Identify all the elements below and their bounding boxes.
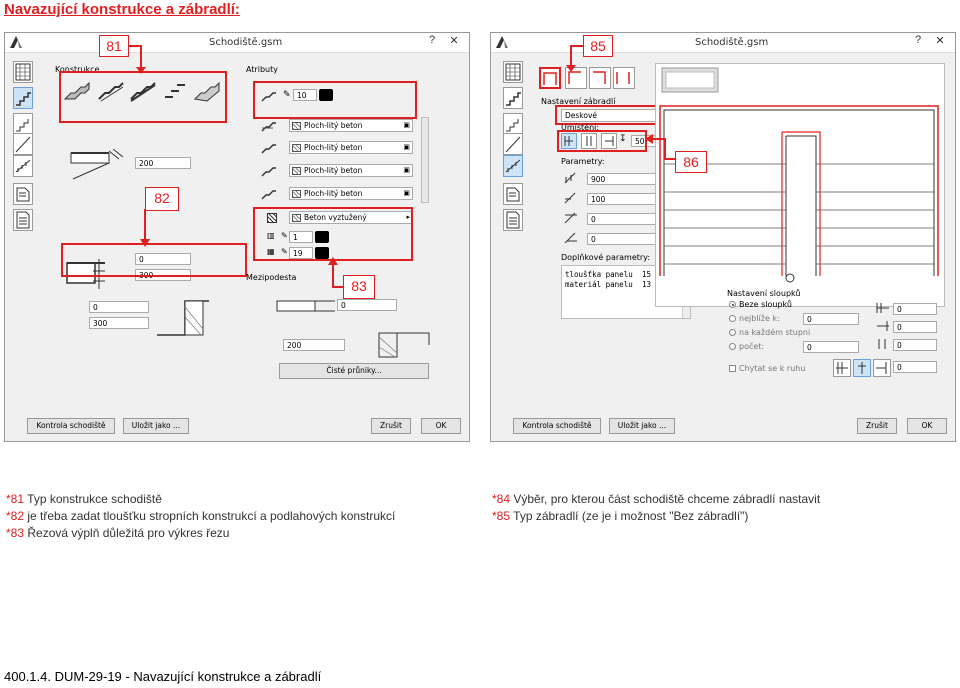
save-as-button[interactable]: Uložit jako ... xyxy=(609,418,675,434)
callout-82: 82 xyxy=(145,187,179,211)
cancel-button[interactable]: Zrušit xyxy=(371,418,411,434)
material-3-select[interactable]: Ploch-litý beton ▣ xyxy=(289,164,413,177)
highlight-81 xyxy=(59,71,227,123)
end-extension-field[interactable]: 0 xyxy=(587,233,691,245)
highlight-83 xyxy=(253,207,413,261)
nearest-radio[interactable] xyxy=(729,315,736,322)
right-dialog-window xyxy=(490,32,956,442)
sidebar-structure-icon[interactable] xyxy=(503,87,523,109)
post-offset-2-field[interactable]: 0 xyxy=(893,321,937,333)
check-stair-button[interactable]: Kontrola schodiště xyxy=(513,418,601,434)
material-4-icon xyxy=(261,187,277,201)
post-settings-label: Nastavení sloupků xyxy=(727,289,801,298)
post-offset-4-field[interactable]: 0 xyxy=(893,361,937,373)
bottom-gap-icon xyxy=(563,191,579,205)
caption-85: *85 Typ zábradlí (ze je i možnost "Bez zábradlí") xyxy=(492,509,749,523)
param-value: 15 xyxy=(642,270,652,279)
plan-preview xyxy=(655,63,945,307)
material-2-select[interactable]: Ploch-litý beton ▣ xyxy=(289,141,413,154)
param-row[interactable]: materiál panelu xyxy=(565,280,633,289)
snap-checkbox[interactable] xyxy=(729,365,736,372)
close-button[interactable]: ✕ xyxy=(449,35,459,47)
ok-button[interactable]: OK xyxy=(907,418,947,434)
railing-height-field[interactable]: 900 xyxy=(587,173,691,185)
start-extension-field[interactable]: 0 xyxy=(587,213,691,225)
pen-number-field[interactable]: 10 xyxy=(293,89,317,101)
pen-1-field[interactable]: 1 xyxy=(289,231,313,243)
callout-81: 81 xyxy=(99,35,129,57)
post-offset-3-icon xyxy=(875,337,891,351)
material-1-icon xyxy=(261,119,277,133)
close-button[interactable]: ✕ xyxy=(935,35,945,47)
highlight-82 xyxy=(61,243,247,277)
pen-1-icon: ▥ xyxy=(267,231,275,240)
sidebar-section-icon[interactable] xyxy=(13,183,33,205)
callout-85: 85 xyxy=(583,35,613,57)
right-window-title: Schodiště.gsm xyxy=(695,37,769,48)
railing-settings-label: Nastavení zábradlí xyxy=(541,97,616,106)
page-footer: 400.1.4. DUM-29-19 - Navazující konstrukce a zábradlí xyxy=(4,669,322,684)
callout-83: 83 xyxy=(343,275,375,299)
caption-83: *83 Řezová výplň důležitá pro výkres řezu xyxy=(6,526,230,540)
railing-part-3-button[interactable] xyxy=(589,67,611,89)
caption-82: *82 je třeba zadat tloušťku stropních konstrukcí a podlahových konstrukcí xyxy=(6,509,396,523)
offset-field[interactable]: 50 xyxy=(631,135,693,147)
bottom-gap-field[interactable]: 100 xyxy=(587,193,691,205)
every-step-label: na každém stupni xyxy=(739,328,811,337)
sidebar-structure-icon[interactable] xyxy=(13,87,33,109)
document-title: Navazující konstrukce a zábradlí: xyxy=(4,1,240,18)
material-4-select[interactable]: Ploch-litý beton ▣ xyxy=(289,187,413,200)
post-offset-2-icon xyxy=(875,319,891,333)
post-align-3-button[interactable] xyxy=(873,359,891,377)
post-offset-1-field[interactable]: 0 xyxy=(893,303,937,315)
nearest-label: nejblíže k: xyxy=(739,314,780,323)
sidebar-steps-icon[interactable] xyxy=(13,113,33,135)
bottom-top-field[interactable]: 0 xyxy=(89,301,149,313)
placement-label: Umístění: xyxy=(561,123,600,132)
mid-landing-bottom-drawing xyxy=(375,325,431,365)
parameters-label: Parametry: xyxy=(561,157,605,166)
clean-intersections-button[interactable]: Čisté průniky... xyxy=(279,363,429,379)
pen-1b-icon: ✎ xyxy=(281,231,288,240)
caption-84: *84 Výběr, pro kterou část schodiště chceme zábradlí nastavit xyxy=(492,492,821,506)
offset-icon: ↧ xyxy=(619,133,627,143)
sidebar-preview-icon[interactable] xyxy=(13,61,33,83)
sidebar-preview-icon[interactable] xyxy=(503,61,523,83)
bottom-thickness-field[interactable]: 300 xyxy=(89,317,149,329)
mid-landing-drawing xyxy=(275,293,339,337)
sidebar-railing-icon[interactable] xyxy=(13,155,33,177)
count-radio[interactable] xyxy=(729,343,736,350)
pen-2-icon: ▦ xyxy=(267,247,275,256)
post-align-1-button[interactable] xyxy=(833,359,851,377)
landing-top-field[interactable]: 0 xyxy=(135,253,191,265)
railing-part-4-button[interactable] xyxy=(613,67,635,89)
highlight-84-left xyxy=(253,81,417,119)
sidebar-section-icon[interactable] xyxy=(503,183,523,205)
count-label: počet: xyxy=(739,342,765,351)
nearest-field[interactable]: 0 xyxy=(803,313,859,325)
mid-landing-thickness-field[interactable]: 200 xyxy=(283,339,345,351)
material-2-icon xyxy=(261,141,277,155)
param-value: 13 xyxy=(642,280,652,289)
check-stair-button[interactable]: Kontrola schodiště xyxy=(27,418,115,434)
highlight-86-left xyxy=(557,130,647,152)
arrow-85 xyxy=(559,39,585,73)
arrow-83 xyxy=(323,257,347,291)
material-3-icon xyxy=(261,164,277,178)
post-offset-1-icon xyxy=(875,301,891,315)
floor-section-drawing xyxy=(69,149,129,189)
sidebar-document-icon[interactable] xyxy=(503,209,523,231)
sidebar-line-icon[interactable] xyxy=(503,133,523,155)
sidebar-railing-icon[interactable] xyxy=(503,155,523,177)
height-icon xyxy=(563,171,579,185)
archicad-logo-icon xyxy=(495,35,509,49)
additional-params-label: Doplňkové parametry: xyxy=(561,253,651,262)
railing-type-select[interactable]: Deskové xyxy=(561,109,691,122)
stair-plan-drawing xyxy=(656,64,944,306)
cancel-button[interactable]: Zrušit xyxy=(857,418,897,434)
floor-thickness-field[interactable]: 200 xyxy=(135,157,191,169)
callout-86: 86 xyxy=(675,151,707,173)
sidebar-steps-icon[interactable] xyxy=(503,113,523,135)
start-extension-icon xyxy=(563,211,579,225)
landing-thickness-field[interactable]: 300 xyxy=(135,269,191,281)
arrow-81 xyxy=(129,39,153,75)
every-step-radio[interactable] xyxy=(729,329,736,336)
material-1-select[interactable]: Ploch-litý beton ▣ xyxy=(289,119,413,132)
no-posts-label: Beze sloupků xyxy=(739,300,792,309)
save-as-button[interactable]: Uložit jako ... xyxy=(123,418,189,434)
param-row[interactable]: tloušťka panelu xyxy=(565,270,633,279)
sidebar-line-icon[interactable] xyxy=(13,133,33,155)
sidebar-document-icon[interactable] xyxy=(13,209,33,231)
no-posts-radio[interactable] xyxy=(729,301,736,308)
mezipodesta-label: Mezipodesta xyxy=(246,273,297,282)
snap-label: Chytat se k ruhu xyxy=(739,364,806,373)
count-field[interactable]: 0 xyxy=(803,341,859,353)
help-button[interactable]: ? xyxy=(914,34,922,46)
bottom-section-drawing xyxy=(155,295,215,345)
mid-landing-top-field[interactable]: 0 xyxy=(337,299,397,311)
attr-scrollbar[interactable] xyxy=(421,117,429,203)
railing-part-1-button[interactable] xyxy=(539,67,561,89)
post-offset-3-field[interactable]: 0 xyxy=(893,339,937,351)
pen-2-field[interactable]: 19 xyxy=(289,247,313,259)
left-dialog-window xyxy=(4,32,470,442)
left-title-bar xyxy=(5,33,469,53)
end-extension-icon xyxy=(563,231,579,245)
cut-fill-select[interactable]: Beton vyztužený ▸ xyxy=(289,211,413,224)
left-window-title: Schodiště.gsm xyxy=(209,37,283,48)
pen-icon: ✎ xyxy=(283,89,291,99)
caption-81: *81 Typ konstrukce schodiště xyxy=(6,492,162,506)
post-align-2-button[interactable] xyxy=(853,359,871,377)
arrow-86 xyxy=(641,131,681,165)
help-button[interactable]: ? xyxy=(428,34,436,46)
atributy-label: Atributy xyxy=(246,65,278,74)
pen-2b-icon: ✎ xyxy=(281,247,288,256)
ok-button[interactable]: OK xyxy=(421,418,461,434)
archicad-logo-icon xyxy=(9,35,23,49)
konstrukce-label: Konstrukce xyxy=(55,65,100,74)
